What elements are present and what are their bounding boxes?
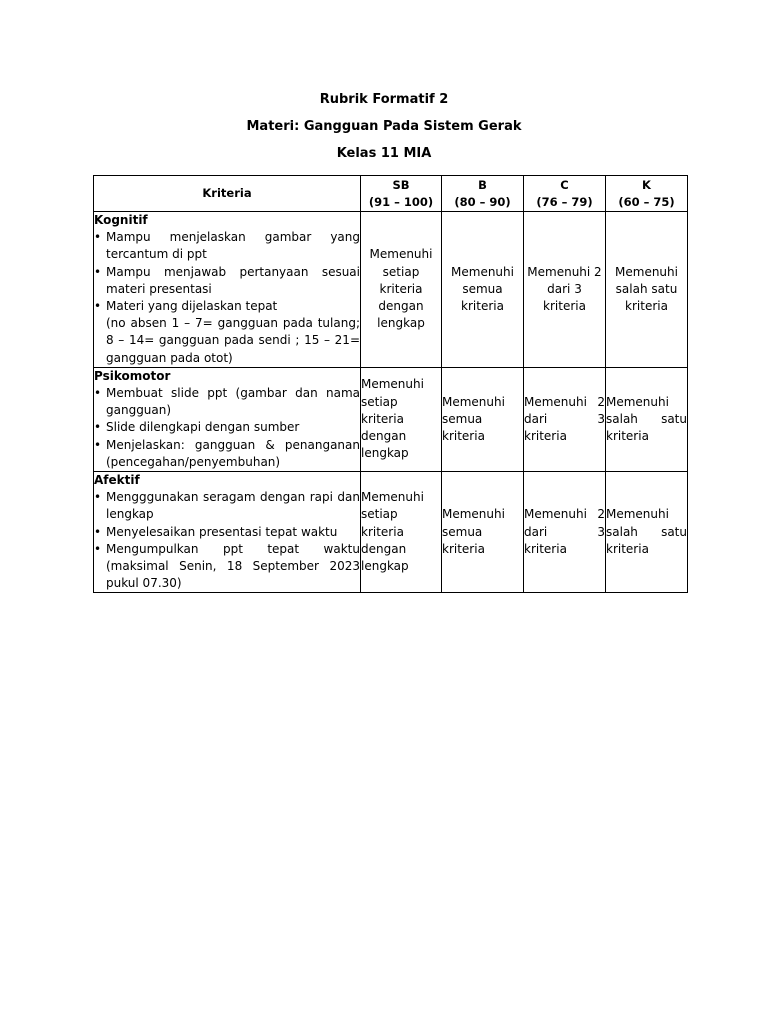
category-label: Psikomotor [94,368,171,383]
k-cell: Memenuhi salah satu kriteria [606,212,688,368]
k-cell: Memenuhi salah satu kriteria [606,367,688,471]
header-grade-k: K (60 – 75) [606,176,688,212]
rubric-table [93,175,688,593]
document-subject: Materi: Gangguan Pada Sistem Gerak [246,119,522,134]
k-cell: Memenuhi salah satu kriteria [606,472,688,593]
sb-cell: Memenuhi setiap kriteria dengan lengkap [361,367,442,471]
category-label: Kognitif [94,213,148,227]
b-cell: Memenuhi semua kriteria [442,472,524,593]
list-item: • Menjelaskan: gangguan & penanganan (pencegahan/penyembuhan) [94,437,360,471]
b-cell: Memenuhi semua kriteria [442,367,524,471]
table-row [94,212,688,368]
list-item: • Membuat slide ppt (gambar dan nama gangguan) [94,385,360,419]
list-item: • Mengggunakan seragam dengan rapi dan lengkap [94,489,360,523]
document-class: Kelas 11 MIA [336,146,432,161]
b-cell: Memenuhi semua kriteria [442,212,524,368]
document-title-block [0,86,768,167]
header-grade-c: C (76 – 79) [524,176,606,212]
list-item: • Mampu menjelaskan gambar yang tercantum di ppt [94,229,360,263]
document-title: Rubrik Formatif 2 [319,92,449,107]
c-cell: Memenuhi 2 dari 3 kriteria [524,367,606,471]
sb-cell: Memenuhi setiap kriteria dengan lengkap [361,212,442,368]
header-kriteria: Kriteria [94,176,361,212]
c-cell: Memenuhi 2 dari 3 kriteria [524,472,606,593]
list-item: • Mampu menjawab pertanyaan sesuai materi presentasi [94,264,360,298]
header-row [94,176,688,212]
header-grade-sb: SB (91 – 100) [361,176,442,212]
absen-note: (no absen 1 – 7= gangguan pada tulang; 8 – 14= gangguan pada sendi ; 15 – 21= gangguan pada otot) [106,316,360,365]
header-grade-b: B (80 – 90) [442,176,524,212]
list-item: • Menyelesaikan presentasi tepat waktu [94,524,360,541]
sb-cell: Memenuhi setiap kriteria dengan lengkap [361,472,442,593]
category-label: Afektif [94,473,140,488]
criteria-cell [94,367,361,471]
list-item: • Materi yang dijelaskan tepat [94,298,360,315]
table-row [94,367,688,471]
criteria-cell [94,212,361,368]
table-row [94,472,688,593]
list-item: • Mengumpulkan ppt tepat waktu (maksimal Senin, 18 September 2023 pukul 07.30) [94,541,360,593]
c-cell: Memenuhi 2 dari 3 kriteria [524,212,606,368]
criteria-cell [94,472,361,593]
list-item: • Slide dilengkapi dengan sumber [94,419,360,436]
